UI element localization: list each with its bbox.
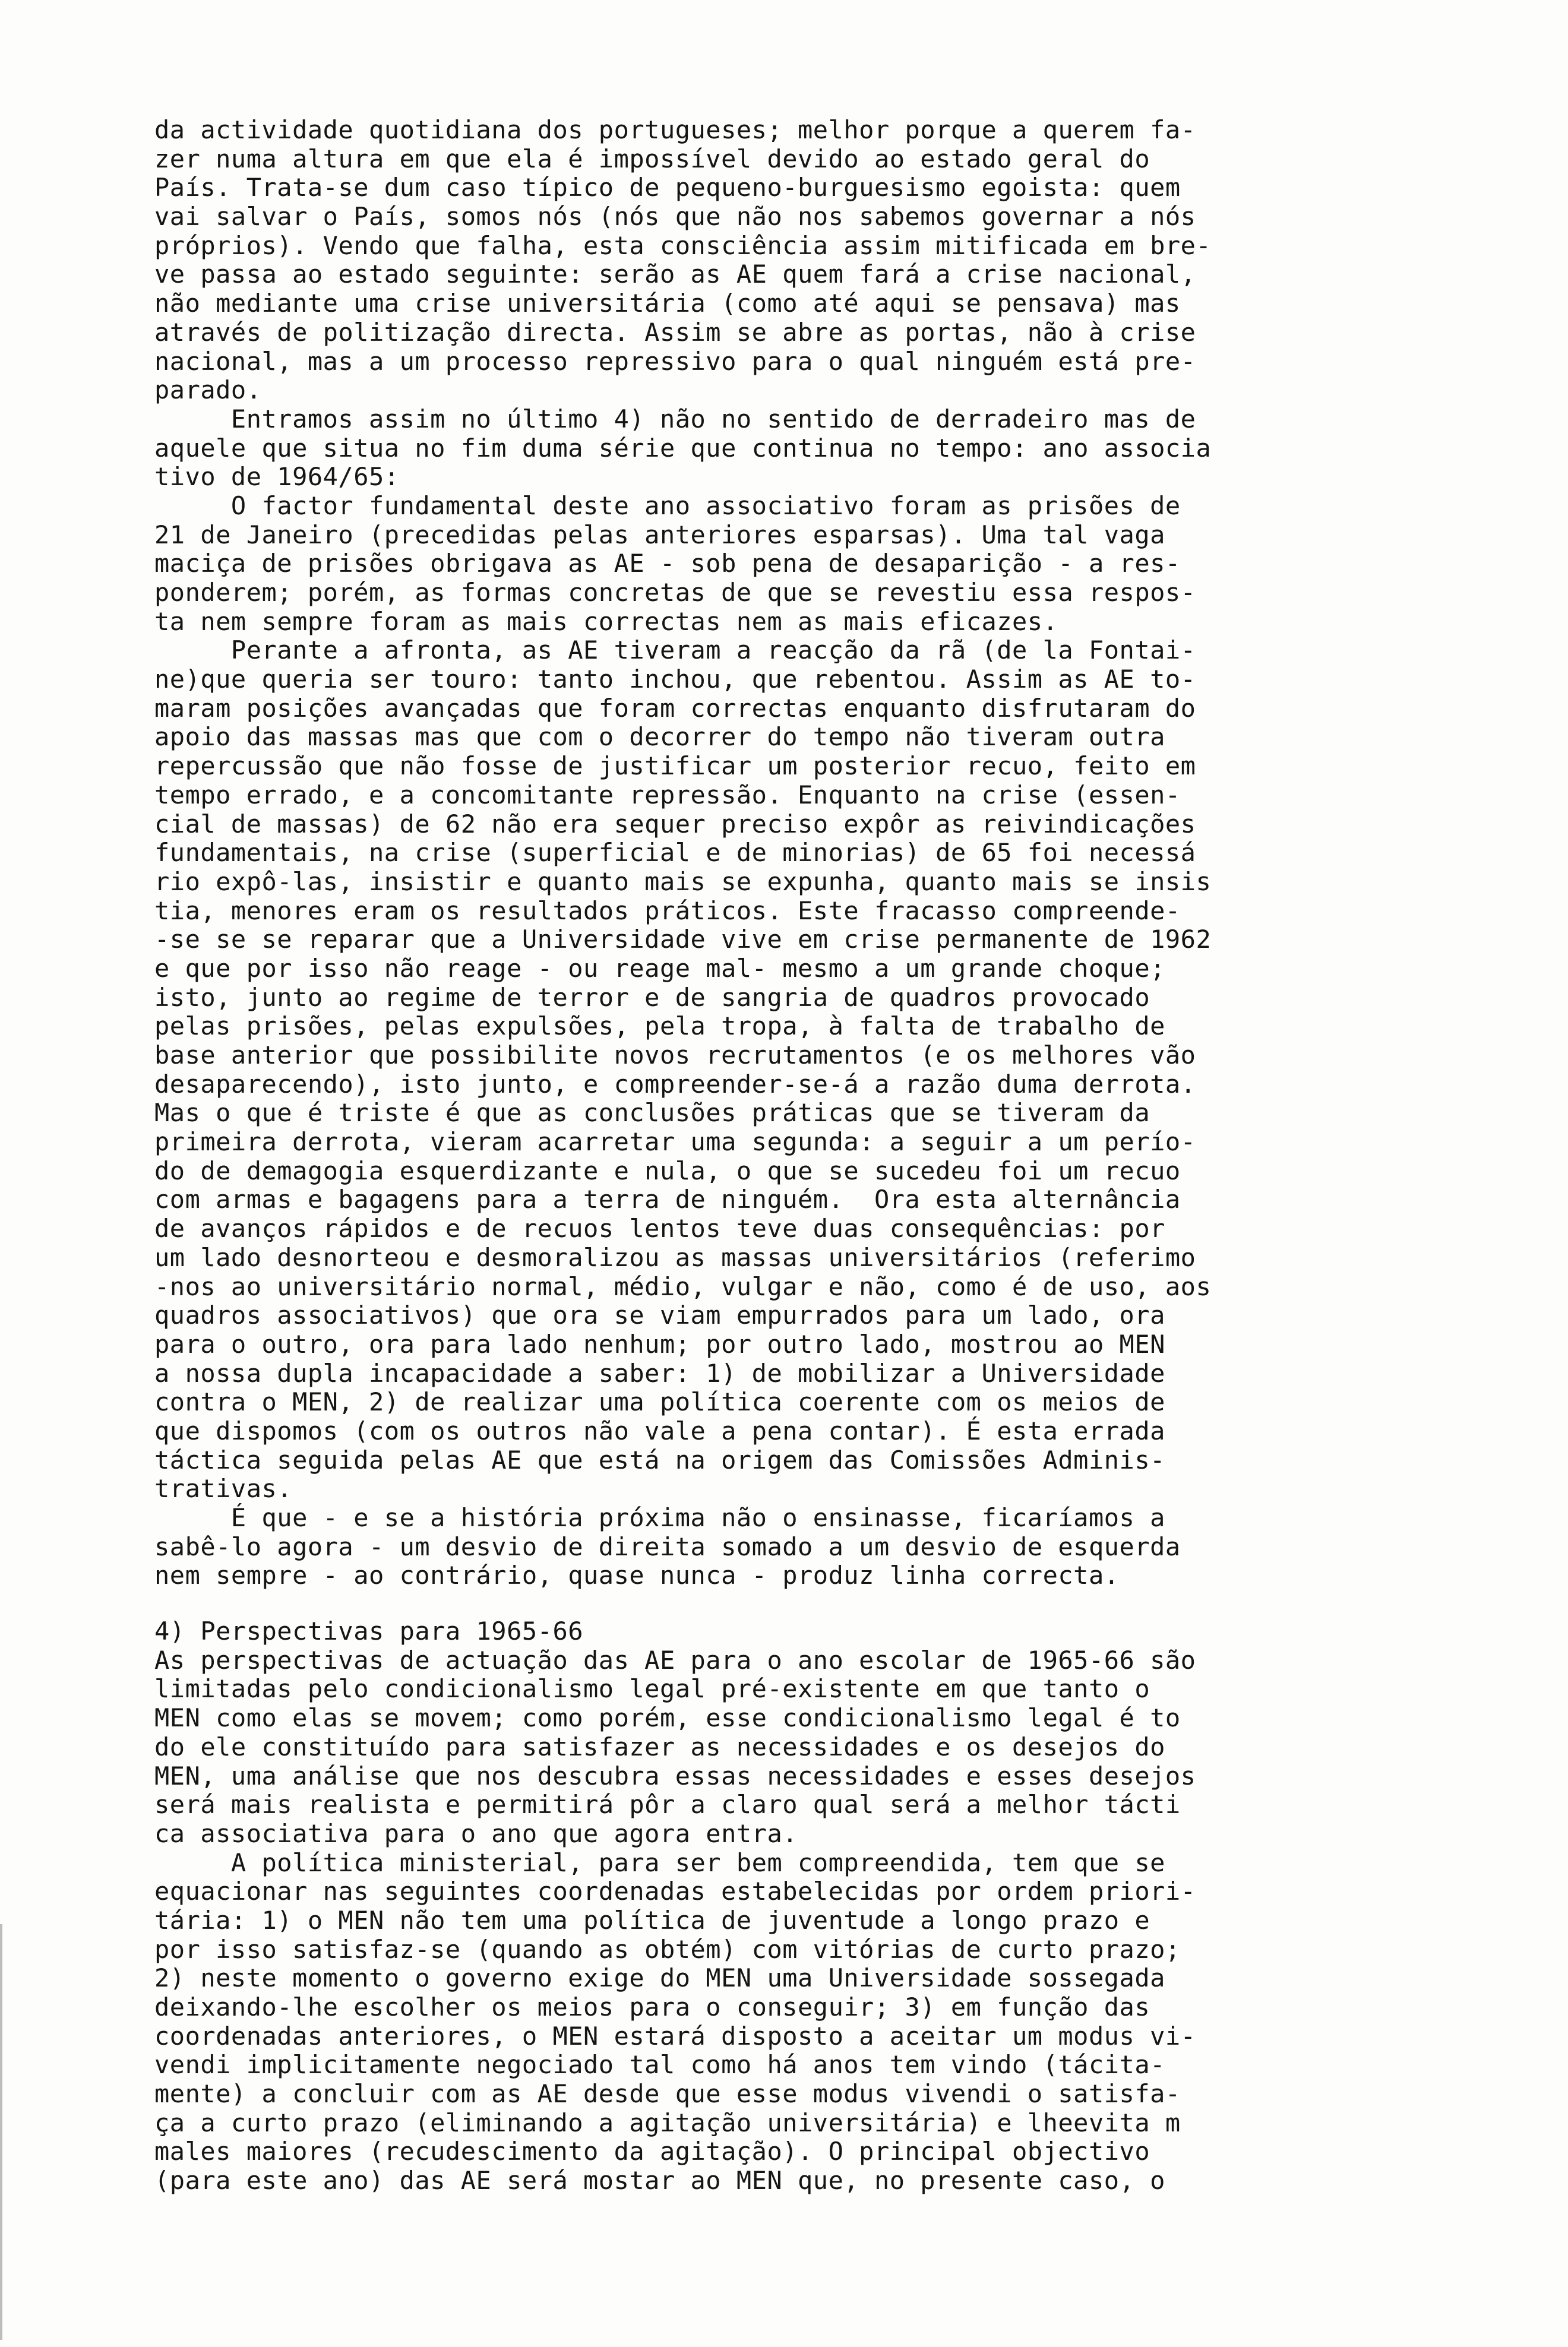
paragraph-line: Perante a afronta, as AE tiveram a reacção da rã (de la Fontai- xyxy=(154,635,1196,665)
paragraph-line: através de politização directa. Assim se abre as portas, não à crise xyxy=(154,317,1196,347)
paragraph-line: nem sempre - ao contrário, quase nunca - produz linha correcta. xyxy=(154,1561,1120,1590)
paragraph-line: mente) a concluir com as AE desde que esse modus vivendi o satisfa- xyxy=(154,2079,1181,2109)
paragraph-line: vendi implicitamente negociado tal como há anos tem vindo (tácita- xyxy=(154,2050,1165,2080)
paragraph-line: ve passa ao estado seguinte: serão as AE quem fará a crise nacional, xyxy=(154,260,1196,289)
paragraph-line: será mais realista e permitirá pôr a claro qual será a melhor tácti xyxy=(154,1790,1181,1820)
paragraph-line: parado. xyxy=(154,375,262,405)
paragraph-line: ne)que queria ser touro: tanto inchou, que rebentou. Assim as AE to- xyxy=(154,665,1196,694)
paragraph-line: A política ministerial, para ser bem compreendida, tem que se xyxy=(154,1848,1165,1877)
paragraph-line: Entramos assim no último 4) não no sentido de derradeiro mas de xyxy=(154,404,1196,434)
paragraph-line: vai salvar o País, somos nós (nós que não nos sabemos governar a nós xyxy=(154,202,1196,232)
paragraph-line: do ele constituído para satisfazer as necessidades e os desejos do xyxy=(154,1732,1165,1761)
paragraph-line: para o outro, ora para lado nenhum; por outro lado, mostrou ao MEN xyxy=(154,1329,1165,1359)
paragraph-line: Mas o que é triste é que as conclusões práticas que se tiveram da xyxy=(154,1098,1150,1128)
paragraph-line: primeira derrota, vieram acarretar uma segunda: a seguir a um perío- xyxy=(154,1127,1196,1157)
paragraph-line: coordenadas anteriores, o MEN estará disposto a aceitar um modus vi- xyxy=(154,2021,1196,2051)
paragraph-line: sabê-lo agora - um desvio de direita somado a um desvio de esquerda xyxy=(154,1532,1181,1561)
section-heading: 4) Perspectivas para 1965-66 xyxy=(154,1617,584,1646)
paragraph-line: quadros associativos) que ora se viam empurrados para um lado, ora xyxy=(154,1301,1165,1330)
paragraph-line: táctica seguida pelas AE que está na origem das Comissões Adminis- xyxy=(154,1445,1165,1475)
paragraph-line: zer numa altura em que ela é impossível devido ao estado geral do xyxy=(154,144,1150,173)
section-spacer xyxy=(154,1590,1396,1617)
paragraph-line: tia, menores eram os resultados práticos. Este fracasso compreende- xyxy=(154,896,1181,925)
paragraph-line: repercussão que não fosse de justificar um posterior recuo, feito em xyxy=(154,751,1196,781)
paragraph-line: maram posições avançadas que foram correctas enquanto disfrutaram do xyxy=(154,693,1196,723)
paragraph-line: por isso satisfaz-se (quando as obtém) com vitórias de curto prazo; xyxy=(154,1934,1181,1964)
paragraph-line: aquele que situa no fim duma série que continua no tempo: ano associa xyxy=(154,433,1212,463)
paragraph-line: O factor fundamental deste ano associativo foram as prisões de xyxy=(154,491,1181,520)
paragraph-line: rio expô-las, insistir e quanto mais se expunha, quanto mais se insis xyxy=(154,866,1212,896)
paragraph-line: ponderem; porém, as formas concretas de que se revestiu essa respos- xyxy=(154,578,1196,607)
paragraph-line: isto, junto ao regime de terror e de sangria de quadros provocado xyxy=(154,982,1150,1012)
paragraph-line: maciça de prisões obrigava as AE - sob pena de desaparição - a res- xyxy=(154,549,1181,578)
paragraph-line: -se se se reparar que a Universidade vive em crise permanente de 1962 xyxy=(154,925,1212,954)
paragraph-line: nacional, mas a um processo repressivo para o qual ninguém está pre- xyxy=(154,346,1196,376)
paragraph-line: próprios). Vendo que falha, esta consciência assim mitificada em bre- xyxy=(154,230,1212,260)
paragraph-line: que dispomos (com os outros não vale a pena contar). É esta errada xyxy=(154,1416,1165,1445)
paragraph-line: e que por isso não reage - ou reage mal- mesmo a um grande choque; xyxy=(154,953,1165,983)
paragraph-line: deixando-lhe escolher os meios para o conseguir; 3) em função das xyxy=(154,1992,1150,2022)
paragraph-line: tempo errado, e a concomitante repressão. Enquanto na crise (essen- xyxy=(154,780,1181,809)
paragraph-line: trativas. xyxy=(154,1474,293,1504)
paragraph-line: limitadas pelo condicionalismo legal pré-existente em que tanto o xyxy=(154,1674,1150,1704)
paragraph-line: 2) neste momento o governo exige do MEN uma Universidade sossegada xyxy=(154,1963,1165,1993)
paragraph-line: fundamentais, na crise (superficial e de minorias) de 65 foi necessá xyxy=(154,838,1196,868)
paragraph-line: É que - e se a história próxima não o ensinasse, ficaríamos a xyxy=(154,1503,1165,1532)
paragraph-line: contra o MEN, 2) de realizar uma política coerente com os meios de xyxy=(154,1387,1165,1417)
paragraph-line: base anterior que possibilite novos recrutamentos (e os melhores vão xyxy=(154,1040,1196,1070)
paragraph-line: As perspectivas de actuação das AE para o ano escolar de 1965-66 são xyxy=(154,1645,1196,1675)
paragraph-line: ca associativa para o ano que agora entra. xyxy=(154,1818,798,1848)
paragraph-line: MEN como elas se movem; como porém, esse condicionalismo legal é to xyxy=(154,1703,1181,1733)
paragraph-line: com armas e bagagens para a terra de ninguém. Ora esta alternância xyxy=(154,1185,1181,1214)
paragraph-line: de avanços rápidos e de recuos lentos teve duas consequências: por xyxy=(154,1214,1165,1244)
paragraph-line: 21 de Janeiro (precedidas pelas anteriores esparsas). Uma tal vaga xyxy=(154,520,1165,549)
paragraph-line: País. Trata-se dum caso típico de pequeno-burguesismo egoista: quem xyxy=(154,173,1181,203)
paragraph-line: desaparecendo), isto junto, e compreender-se-á a razão duma derrota. xyxy=(154,1069,1196,1099)
paragraph-line: -nos ao universitário normal, médio, vulgar e não, como é de uso, aos xyxy=(154,1271,1212,1301)
paragraph-line: apoio das massas mas que com o decorrer do tempo não tiveram outra xyxy=(154,722,1165,752)
left-margin-scan-mark xyxy=(0,1924,2,2340)
paragraph-line: (para este ano) das AE será mostar ao MEN que, no presente caso, o xyxy=(154,2166,1165,2196)
paragraph-line: cial de massas) de 62 não era sequer preciso expôr as reivindicações xyxy=(154,809,1196,839)
typewritten-text xyxy=(154,116,1396,2196)
paragraph-line: tivo de 1964/65: xyxy=(154,462,400,492)
paragraph-line: MEN, uma análise que nos descubra essas necessidades e esses desejos xyxy=(154,1761,1196,1791)
paragraph-line: a nossa dupla incapacidade a saber: 1) de mobilizar a Universidade xyxy=(154,1358,1165,1388)
paragraph-line: tária: 1) o MEN não tem uma política de juventude a longo prazo e xyxy=(154,1905,1150,1935)
paragraph-line: ta nem sempre foram as mais correctas nem as mais eficazes. xyxy=(154,606,1058,636)
paragraph-line: um lado desnorteou e desmoralizou as massas universitários (referimo xyxy=(154,1242,1196,1272)
paragraph-line: pelas prisões, pelas expulsões, pela tropa, à falta de trabalho de xyxy=(154,1011,1165,1041)
paragraph-line: equacionar nas seguintes coordenadas estabelecidas por ordem priori- xyxy=(154,1877,1196,1906)
paragraph-line: da actividade quotidiana dos portugueses; melhor porque a querem fa- xyxy=(154,115,1196,144)
paragraph-line: ça a curto prazo (eliminando a agitação universitária) e lheevita m xyxy=(154,2108,1181,2137)
paragraph-line: não mediante uma crise universitária (como até aqui se pensava) mas xyxy=(154,289,1181,318)
paragraph-line: do de demagogia esquerdizante e nula, o que se sucedeu foi um recuo xyxy=(154,1156,1181,1185)
paragraph-line: males maiores (recudescimento da agitação). O principal objectivo xyxy=(154,2137,1150,2166)
